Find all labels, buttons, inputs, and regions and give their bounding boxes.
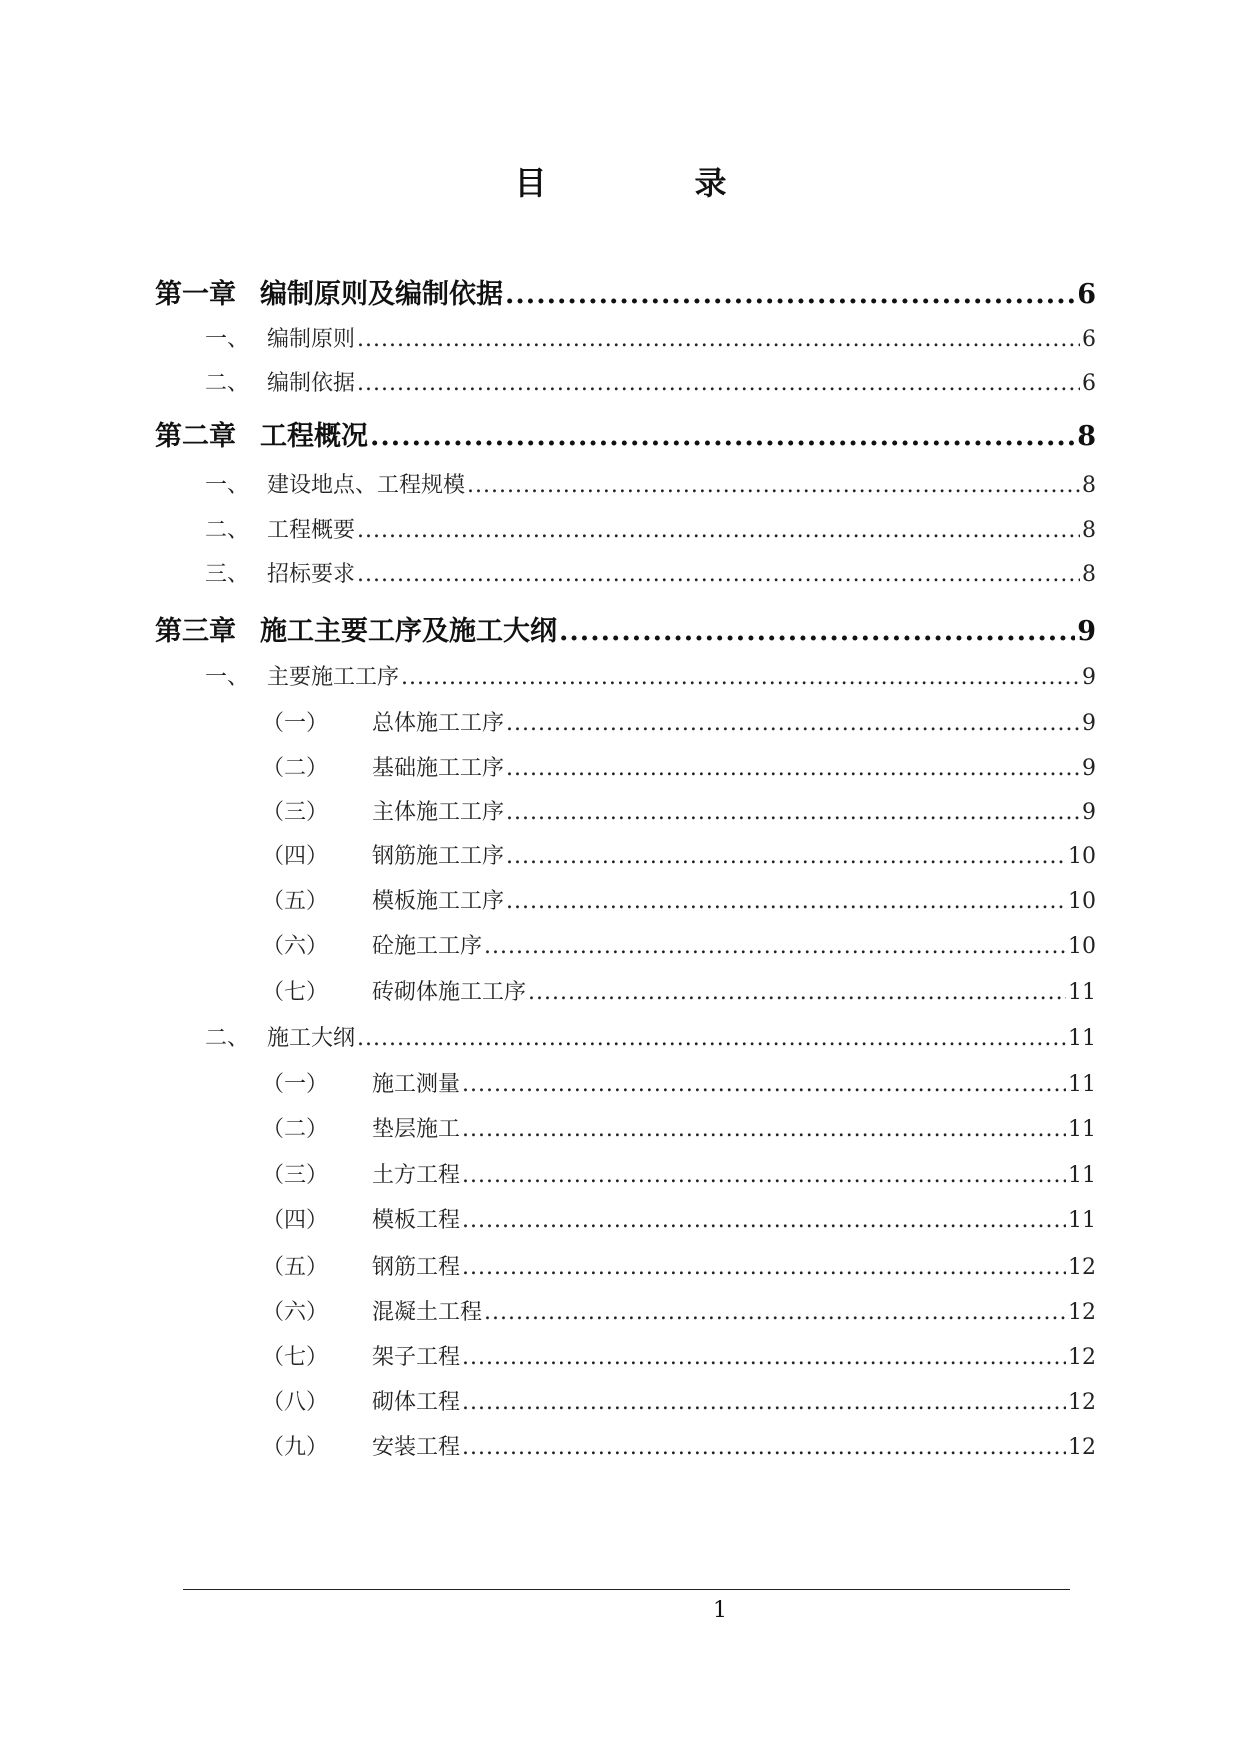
toc-entry-number: 二、 [205, 1026, 250, 1051]
toc-entry-label: 施工测量 [372, 1072, 461, 1097]
toc-entry[interactable] [262, 1112, 1096, 1143]
toc-entry-label: 架子工程 [372, 1345, 461, 1370]
dot-leader [462, 1117, 1066, 1142]
toc-entry-page: 9 [1082, 756, 1096, 781]
toc-entry-label: 土方工程 [372, 1163, 461, 1188]
toc-entry[interactable] [262, 751, 1096, 782]
toc-entry-number: （五） [262, 1255, 329, 1280]
toc-entry-label: 混凝土工程 [372, 1300, 483, 1325]
toc-entry-number: （二） [262, 1117, 329, 1142]
toc-entry-page: 8 [1077, 421, 1096, 452]
toc-entry-label: 施工大纲 [267, 1026, 356, 1051]
toc-entry-label: 基础施工工序 [372, 756, 505, 781]
toc-entry-number: 第一章 [155, 279, 236, 310]
toc-entry-label: 安装工程 [372, 1435, 461, 1460]
toc-entry[interactable] [262, 1158, 1096, 1189]
toc-entry[interactable] [262, 884, 1096, 915]
dot-leader [462, 1072, 1066, 1097]
toc-entry[interactable] [262, 1203, 1096, 1234]
toc-entry-label: 主体施工工序 [372, 800, 505, 825]
toc-entry-page: 12 [1068, 1435, 1096, 1460]
toc-entry[interactable] [262, 1385, 1096, 1416]
toc-entry[interactable] [262, 1295, 1096, 1326]
toc-entry-label: 钢筋施工工序 [372, 844, 505, 869]
toc-entry[interactable] [155, 414, 1096, 453]
toc-entry-number: （九） [262, 1435, 329, 1460]
toc-entry[interactable] [155, 609, 1096, 648]
dot-leader [506, 756, 1080, 781]
toc-entry[interactable] [155, 272, 1096, 311]
dot-leader [357, 327, 1080, 352]
dot-leader [462, 1390, 1066, 1415]
toc-entry-label: 总体施工工序 [372, 711, 505, 736]
toc-entry[interactable] [262, 839, 1096, 870]
toc-entry-page: 12 [1068, 1390, 1096, 1415]
toc-entry-page: 8 [1082, 473, 1096, 498]
toc-entry-number: （七） [262, 980, 329, 1005]
toc-entry-page: 12 [1068, 1345, 1096, 1370]
toc-entry-label: 主要施工工序 [267, 665, 400, 690]
toc-entry-label: 垫层施工 [372, 1117, 461, 1142]
toc-entry-label: 招标要求 [267, 562, 356, 587]
toc-entry-label: 编制依据 [267, 371, 356, 396]
toc-entry-number: （一） [262, 711, 329, 736]
toc-entry[interactable] [205, 557, 1096, 588]
toc-entry-number: （二） [262, 756, 329, 781]
toc-entry-label: 砼施工工序 [372, 934, 483, 959]
toc-entry-label: 砖砌体施工工序 [372, 980, 527, 1005]
toc-entry[interactable] [262, 795, 1096, 826]
toc-entry-number: 第三章 [155, 616, 236, 647]
toc-entry-page: 6 [1077, 279, 1096, 310]
dot-leader [506, 711, 1080, 736]
dot-leader [506, 844, 1066, 869]
toc-entry-label: 钢筋工程 [372, 1255, 461, 1280]
toc-entry-page: 8 [1082, 518, 1096, 543]
toc-entry-page: 9 [1082, 800, 1096, 825]
toc-entry-number: 一、 [205, 665, 250, 690]
dot-leader [462, 1345, 1066, 1370]
toc-entry-number: 一、 [205, 327, 250, 352]
toc-entry-number: （四） [262, 844, 329, 869]
toc-entry-number: （一） [262, 1072, 329, 1097]
toc-entry-page: 9 [1082, 665, 1096, 690]
dot-leader [559, 616, 1075, 647]
toc-entry[interactable] [205, 513, 1096, 544]
toc-entry-number: （三） [262, 800, 329, 825]
toc-entry[interactable] [262, 929, 1096, 960]
toc-entry[interactable] [262, 1067, 1096, 1098]
dot-leader [357, 371, 1080, 396]
toc-entry[interactable] [205, 366, 1096, 397]
dot-leader [505, 279, 1075, 310]
toc-entry[interactable] [262, 1340, 1096, 1371]
toc-entry-number: （六） [262, 1300, 329, 1325]
toc-entry-number: 一、 [205, 473, 250, 498]
toc-entry-page: 11 [1068, 1117, 1096, 1142]
page-number: 1 [713, 1598, 727, 1623]
toc-entry[interactable] [205, 1021, 1096, 1052]
toc-entry-page: 10 [1068, 889, 1096, 914]
toc-entry-number: 二、 [205, 518, 250, 543]
toc-entry-page: 11 [1068, 1072, 1096, 1097]
toc-entry[interactable] [262, 1250, 1096, 1281]
toc-entry-label: 编制原则及编制依据 [260, 279, 503, 310]
toc-title: 目 录 [514, 164, 785, 202]
dot-leader [506, 889, 1066, 914]
toc-entry[interactable] [262, 1430, 1096, 1461]
dot-leader [528, 980, 1066, 1005]
dot-leader [370, 421, 1075, 452]
toc-entry[interactable] [205, 660, 1096, 691]
dot-leader [506, 800, 1080, 825]
toc-entry-page: 12 [1068, 1255, 1096, 1280]
toc-entry-page: 11 [1068, 980, 1096, 1005]
dot-leader [357, 562, 1080, 587]
toc-entry-label: 模板工程 [372, 1208, 461, 1233]
toc-entry-page: 6 [1082, 327, 1096, 352]
toc-entry-number: （七） [262, 1345, 329, 1370]
toc-entry-number: 第二章 [155, 421, 236, 452]
toc-entry-page: 10 [1068, 844, 1096, 869]
toc-entry-page: 10 [1068, 934, 1096, 959]
toc-entry[interactable] [262, 706, 1096, 737]
toc-entry-label: 砌体工程 [372, 1390, 461, 1415]
dot-leader [357, 518, 1080, 543]
toc-entry-label: 工程概况 [260, 421, 368, 452]
toc-entry-label: 编制原则 [267, 327, 356, 352]
toc-entry-page: 11 [1068, 1163, 1096, 1188]
dot-leader [462, 1163, 1066, 1188]
toc-entry-label: 工程概要 [267, 518, 356, 543]
dot-leader [357, 1026, 1066, 1051]
toc-entry-number: （四） [262, 1208, 329, 1233]
toc-entry-page: 11 [1068, 1208, 1096, 1233]
dot-leader [401, 665, 1080, 690]
toc-entry-number: （五） [262, 889, 329, 914]
dot-leader [462, 1208, 1066, 1233]
toc-entry[interactable] [262, 975, 1096, 1006]
toc-entry-number: （八） [262, 1390, 329, 1415]
toc-entry-label: 建设地点、工程规模 [267, 473, 466, 498]
dot-leader [484, 1300, 1066, 1325]
toc-entry-label: 模板施工工序 [372, 889, 505, 914]
dot-leader [467, 473, 1080, 498]
dot-leader [462, 1435, 1066, 1460]
toc-entry-number: 三、 [205, 562, 250, 587]
dot-leader [484, 934, 1066, 959]
toc-entry[interactable] [205, 322, 1096, 353]
toc-entry-page: 9 [1077, 616, 1096, 647]
toc-entry[interactable] [205, 468, 1096, 499]
dot-leader [462, 1255, 1066, 1280]
toc-entry-page: 8 [1082, 562, 1096, 587]
toc-entry-number: （三） [262, 1163, 329, 1188]
toc-entry-number: 二、 [205, 371, 250, 396]
toc-entry-label: 施工主要工序及施工大纲 [260, 616, 557, 647]
footer-divider [183, 1589, 1070, 1590]
toc-entry-number: （六） [262, 934, 329, 959]
toc-entry-page: 11 [1068, 1026, 1096, 1051]
toc-entry-page: 12 [1068, 1300, 1096, 1325]
toc-entry-page: 9 [1082, 711, 1096, 736]
toc-entry-page: 6 [1082, 371, 1096, 396]
